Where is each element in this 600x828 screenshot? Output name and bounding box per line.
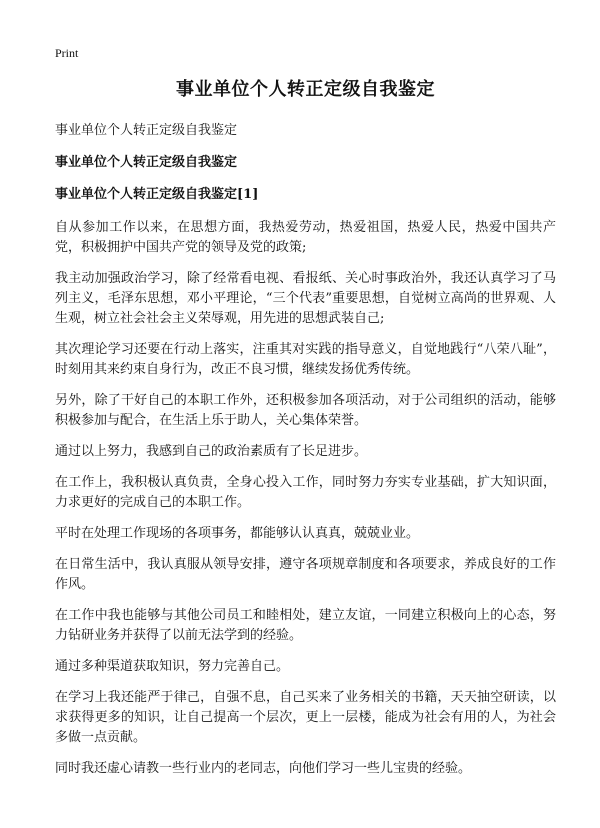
section-heading: 事业单位个人转正定级自我鉴定[1] bbox=[55, 187, 259, 202]
document-subtitle-bold: 事业单位个人转正定级自我鉴定 bbox=[55, 155, 238, 170]
page-title: 事业单位个人转正定级自我鉴定 bbox=[176, 79, 435, 100]
document-body bbox=[55, 218, 556, 779]
paragraph: 另外，除了干好自己的本职工作外，还积极参加各项活动，对于公司组织的活动，能够积极参加与配合，在生活上乐于助人，关心集体荣誉。 bbox=[55, 393, 556, 428]
paragraph: 在学习上我还能严于律己，自强不息，自己买来了业务相关的书籍，天天抽空研读，以求获得更多的知识，让自己提高一个层次，更上一层楼，能成为社会有用的人，为社会多做一点贡献。 bbox=[55, 690, 556, 745]
paragraph: 自从参加工作以来，在思想方面，我热爱劳动，热爱祖国，热爱人民，热爱中国共产党，积极拥护中国共产党的领导及党的政策; bbox=[55, 220, 556, 255]
paragraph: 其次理论学习还要在行动上落实，注重其对实践的指导意义，自觉地践行“八荣八耻”，时刻用其来约束自身行为，改正不良习惯，继续发扬优秀传统。 bbox=[55, 342, 556, 377]
paragraph: 通过以上努力，我感到自己的政治素质有了长足进步。 bbox=[55, 444, 368, 459]
paragraph: 在日常生活中，我认真服从领导安排，遵守各项规章制度和各项要求，养成良好的工作作风。 bbox=[55, 557, 556, 592]
paragraph: 我主动加强政治学习，除了经常看电视、看报纸、关心时事政治外，我还认真学习了马列主义，毛泽东思想，邓小平理论，“三个代表”重要思想，自觉树立高尚的世界观、人生观，树立社会社会主义荣辱观，用先进的思想武装自己; bbox=[55, 271, 556, 326]
paragraph: 通过多种渠道获取知识，努力完善自己。 bbox=[55, 659, 290, 674]
paragraph: 同时我还虚心请教一些行业内的老同志，向他们学习一些儿宝贵的经验。 bbox=[55, 761, 472, 776]
print-link[interactable]: Print bbox=[55, 46, 79, 60]
paragraph: 平时在处理工作现场的各项事务，都能够认认真真，兢兢业业。 bbox=[55, 526, 420, 541]
document-subtitle: 事业单位个人转正定级自我鉴定 bbox=[55, 123, 238, 138]
paragraph: 在工作上，我积极认真负责，全身心投入工作，同时努力夯实专业基础，扩大知识面，力求更好的完成自己的本职工作。 bbox=[55, 475, 556, 510]
paragraph: 在工作中我也能够与其他公司员工和睦相处，建立友谊，一同建立积极向上的心态，努力钻研业务并获得了以前无法学到的经验。 bbox=[55, 608, 556, 643]
